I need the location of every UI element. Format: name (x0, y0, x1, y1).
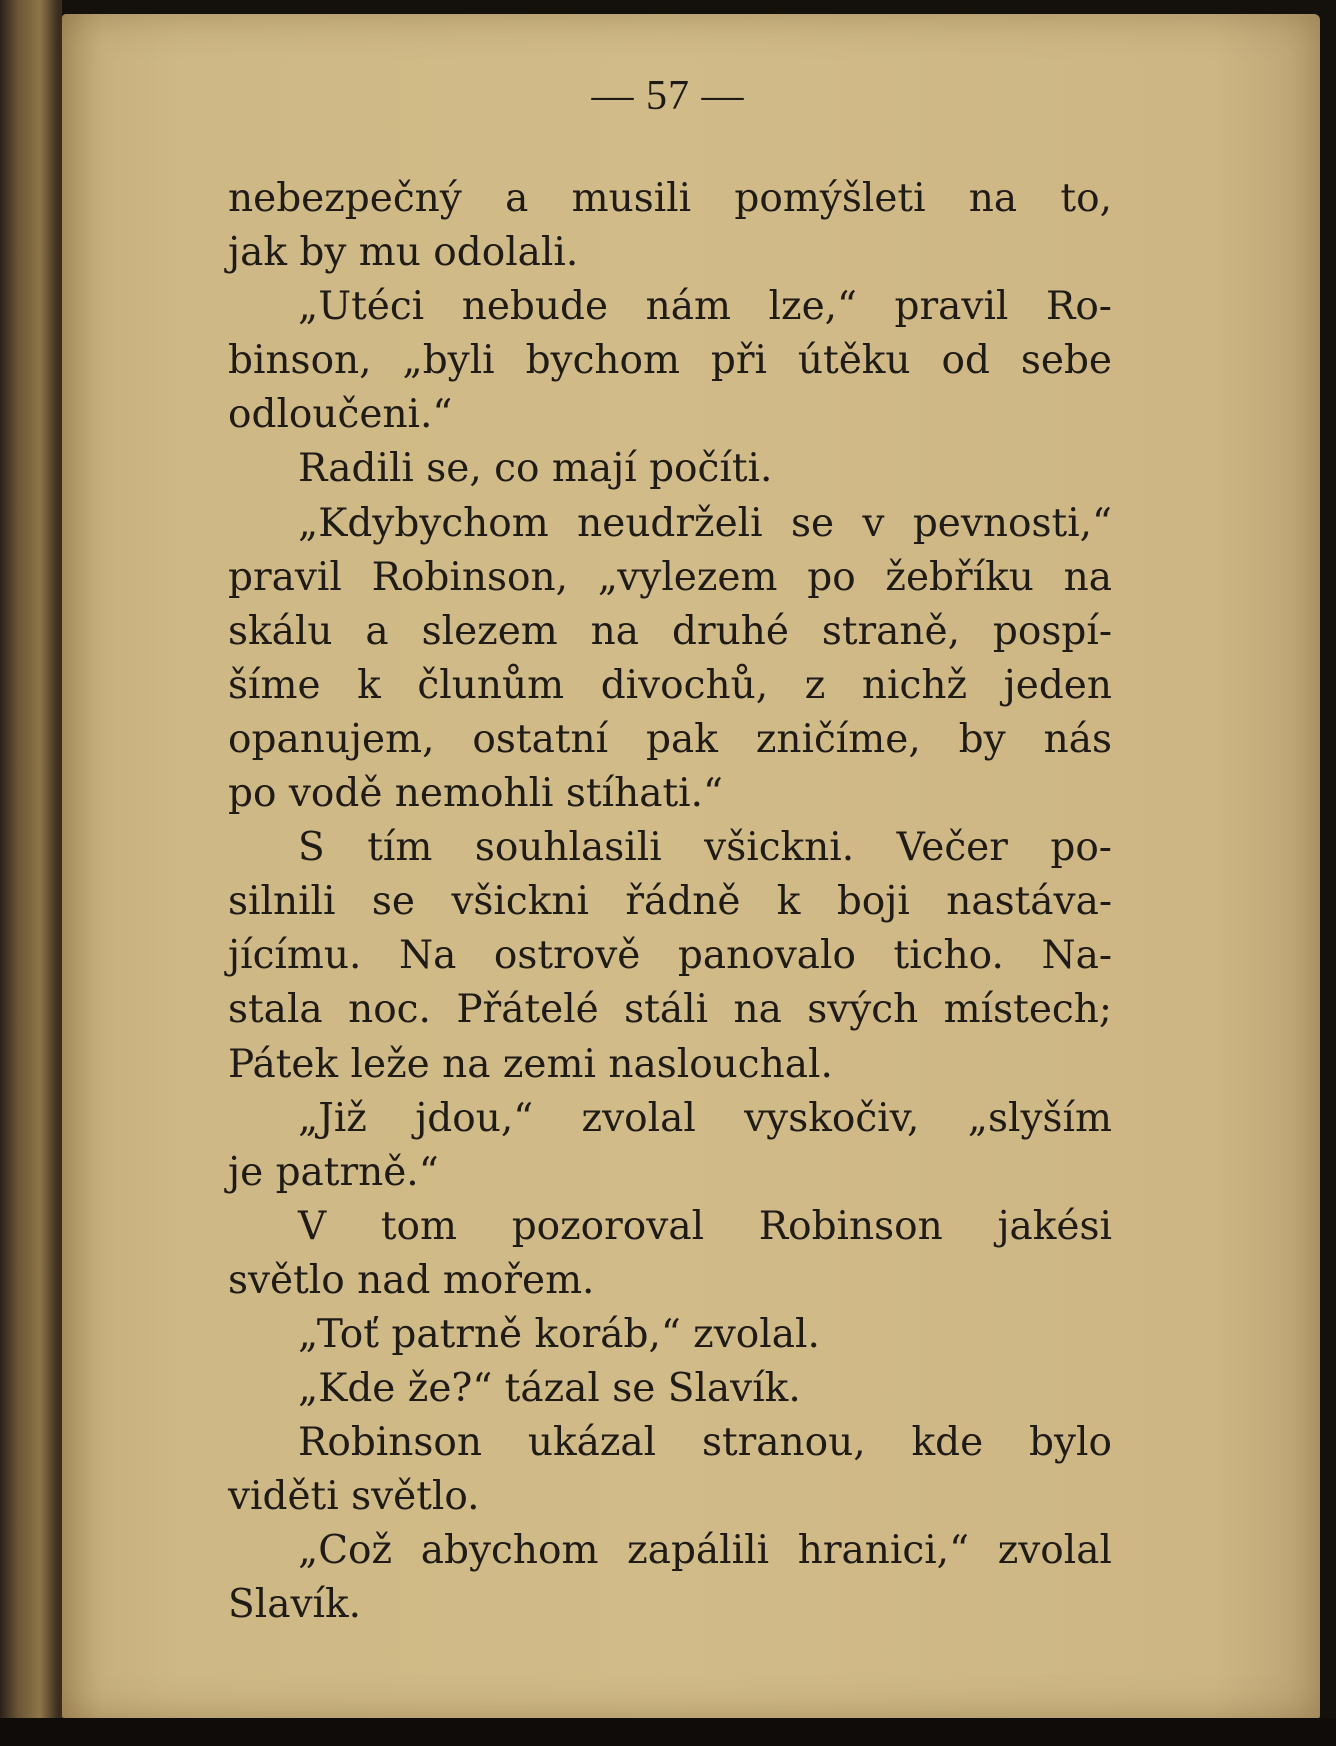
page-number: — 57 — (591, 73, 745, 119)
text-line: skálu a slezem na druhé straně, pospí- (228, 608, 1112, 654)
text-line: Radili se, co mají počíti. (298, 446, 773, 492)
text-line: opanujem, ostatní pak zničíme, by nás (228, 716, 1112, 762)
text-line: jícímu. Na ostrově panovalo ticho. Na- (228, 933, 1112, 979)
page-bottom-edge (0, 1718, 1336, 1746)
book-spine-edge (0, 0, 62, 1746)
text-line: S tím souhlasili všickni. Večer po- (298, 825, 1112, 871)
text-line: pravil Robinson, „vylezem po žebříku na (228, 554, 1112, 600)
text-line: nebezpečný a musili pomýšleti na to, (228, 176, 1112, 221)
text-line: je patrně.“ (228, 1149, 439, 1195)
text-line: Slavík. (228, 1582, 361, 1628)
text-line: „Kde že?“ tázal se Slavík. (298, 1366, 801, 1412)
text-line: „Již jdou,“ zvolal vyskočiv, „slyším (298, 1095, 1112, 1141)
text-line: binson, „byli bychom při útěku od sebe (228, 338, 1112, 384)
text-line: odloučeni.“ (228, 392, 453, 438)
text-line: jak by mu odolali. (228, 230, 579, 276)
text-line: Robinson ukázal stranou, kde bylo (298, 1420, 1112, 1466)
text-line: „Toť patrně koráb,“ zvolal. (298, 1311, 820, 1357)
text-line: silnili se všickni řádně k boji nastáva- (228, 879, 1112, 925)
text-line: viděti světlo. (228, 1474, 480, 1520)
text-line: šíme k člunům divochů, z nichž jeden (228, 662, 1112, 708)
text-line: stala noc. Přátelé stáli na svých místech; (228, 987, 1112, 1033)
text-line: V tom pozoroval Robinson jakési (298, 1203, 1112, 1249)
text-line: Pátek leže na zemi naslouchal. (228, 1041, 833, 1087)
text-line: po vodě nemohli stíhati.“ (228, 771, 723, 817)
text-line: světlo nad mořem. (228, 1257, 595, 1303)
text-line: „Kdybychom neudrželi se v pevnosti,“ (298, 500, 1112, 546)
text-line: „Utéci nebude nám lze,“ pravil Ro- (298, 284, 1112, 330)
text-line: „Což abychom zapálili hranici,“ zvolal (298, 1528, 1112, 1574)
body-text (228, 172, 1112, 1633)
